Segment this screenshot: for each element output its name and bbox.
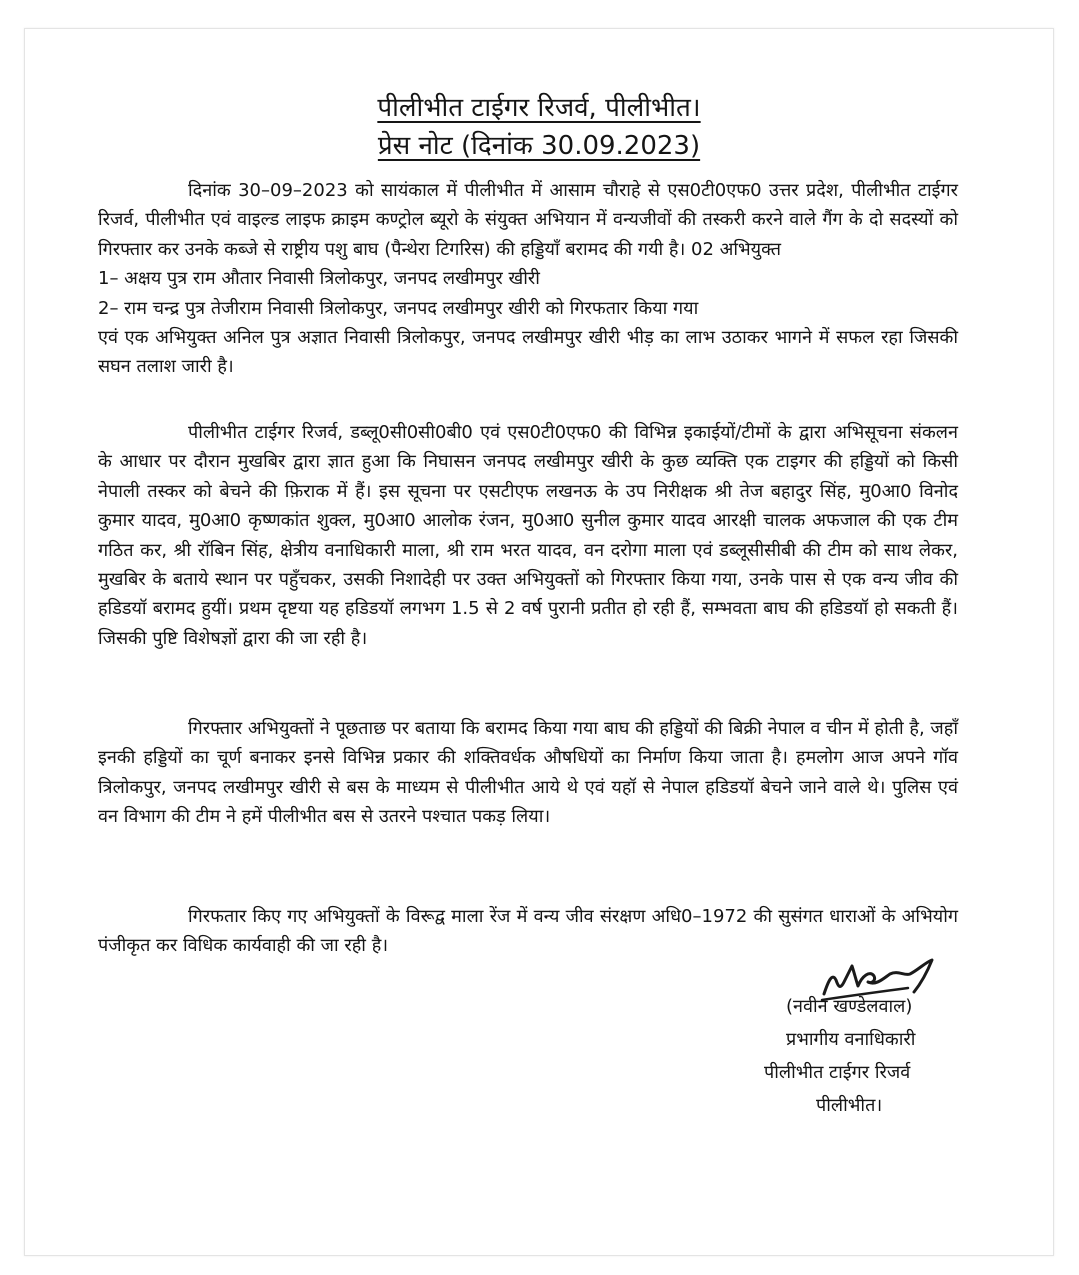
accused-item-1: 1– अक्षय पुत्र राम औतार निवासी त्रिलोकपुर, जनपद लखीमपुर खीरी: [98, 268, 540, 290]
signature-block: [750, 990, 915, 1122]
signatory-designation: प्रभागीय वनाधिकारी: [786, 1029, 916, 1050]
document-title: पीलीभीत टाईगर रिजर्व, पीलीभीत।: [377, 93, 701, 123]
press-note-date-heading: प्रेस नोट (दिनांक 30.09.2023): [377, 131, 701, 161]
paragraph-1: [98, 176, 958, 382]
signatory-place: पीलीभीत।: [816, 1095, 883, 1116]
signatory-office: पीलीभीत टाईगर रिजर्व: [764, 1062, 911, 1083]
paragraph-3-text: गिरफ्तार अभियुक्तों ने पूछताछ पर बताया कि बरामद किया गया बाघ की हड्डियों की बिक्री नेपाल व चीन में होती है, जहाँ इनकी हड्डियों का चूर्ण बनाकर इनसे विभिन्न प्रकार की शक्तिवर्धक औषधियों का निर्माण किया जाता है। हमलोग आज अपने गॉव त्रिलोकपुर, जनपद लखीमपुर खीरी से बस के माध्यम से पीलीभीत आये थे एवं यहॉ से नेपाल हडिडयॉ बेचने जाने वाले थे। पुलिस एवं वन विभाग की टीम ने हमें पीलीभीत बस से उतरने पश्चात पकड़ लिया।: [98, 718, 958, 828]
accused-item-2: 2– राम चन्द्र पुत्र तेजीराम निवासी त्रिलोकपुर, जनपद लखीमपुर खीरी को गिरफतार किया गया: [98, 297, 699, 319]
paragraph-2-text: पीलीभीत टाईगर रिजर्व, डब्लू0सी0सी0बी0 एवं एस0टी0एफ0 की विभिन्न इकाईयों/टीमों के द्वारा अभिसूचना संकलन के आधार पर दौरान मुखबिर द्वारा ज्ञात हुआ कि निघासन जनपद लखीमपुर खीरी के कुछ व्यक्ति एक टाइगर की हड्डियों को किसी नेपाली तस्कर को बेचने की फ़िराक में हैं। इस सूचना पर एसटीएफ लखनऊ के उप निरीक्षक श्री तेज बहादुर सिंह, मु0आ0 विनोद कुमार यादव, मु0आ0 कृष्णकांत शुक्ल, मु0आ0 आलोक रंजन, मु0आ0 सुनील कुमार यादव आरक्षी चालक अफजाल की एक टीम गठित कर, श्री रॉबिन सिंह, क्षेत्रीय वनाधिकारी माला, श्री राम भरत यादव, वन दरोगा माला एवं डब्लूसीसीबी की टीम को साथ लेकर, मुखबिर के बताये स्थान पर पहुँचकर, उसकी निशादेही पर उक्त अभियुक्तों को गिरफ्तार किया गया, उनके पास से एक वन्य जीव की हडिडयॉ बरामद हुयीं। प्रथम दृष्टया यह हडिडयॉ लगभग 1.5 से 2 वर्ष पुरानी प्रतीत हो रही हैं, सम्भवता बाघ की हडिडयॉ हो सकती हैं। जिसकी पुष्टि विशेषज्ञों द्वारा की जा रही है।: [98, 422, 958, 649]
paragraph-1-end: एवं एक अभियुक्त अनिल पुत्र अज्ञात निवासी त्रिलोकपुर, जनपद लखीमपुर खीरी भीड़ का लाभ उठाकर भागने में सफल रहा जिसकी सघन तलाश जारी है।: [98, 327, 958, 378]
signatory-name: (नवीन खण्डेलवाल): [786, 996, 913, 1017]
paragraph-4-text: गिरफतार किए गए अभियुक्तों के विरूद्व माला रेंज में वन्य जीव संरक्षण अधि0–1972 की सुसंगत धाराओं के अभियोग पंजीकृत कर विधिक कार्यवाही की जा रही है।: [98, 906, 958, 957]
paragraph-3: [98, 714, 958, 832]
paragraph-1-text: दिनांक 30–09–2023 को सायंकाल में पीलीभीत में आसाम चौराहे से एस0टी0एफ0 उत्तर प्रदेश, पीलीभीत टाईगर रिजर्व, पीलीभीत एवं वाइल्ड लाइफ क्राइम कण्ट्रोल ब्यूरो के संयुक्त अभियान में वन्यजीवों की तस्करी करने वाले गैंग के दो सदस्यों को गिरफ्तार कर उनके कब्जे से राष्ट्रीय पशु बाघ (पैन्थेरा टिगरिस) की हड्डियाँ बरामद की गयी है। 02 अभियुक्त: [98, 180, 958, 260]
paragraph-2: [98, 418, 958, 653]
